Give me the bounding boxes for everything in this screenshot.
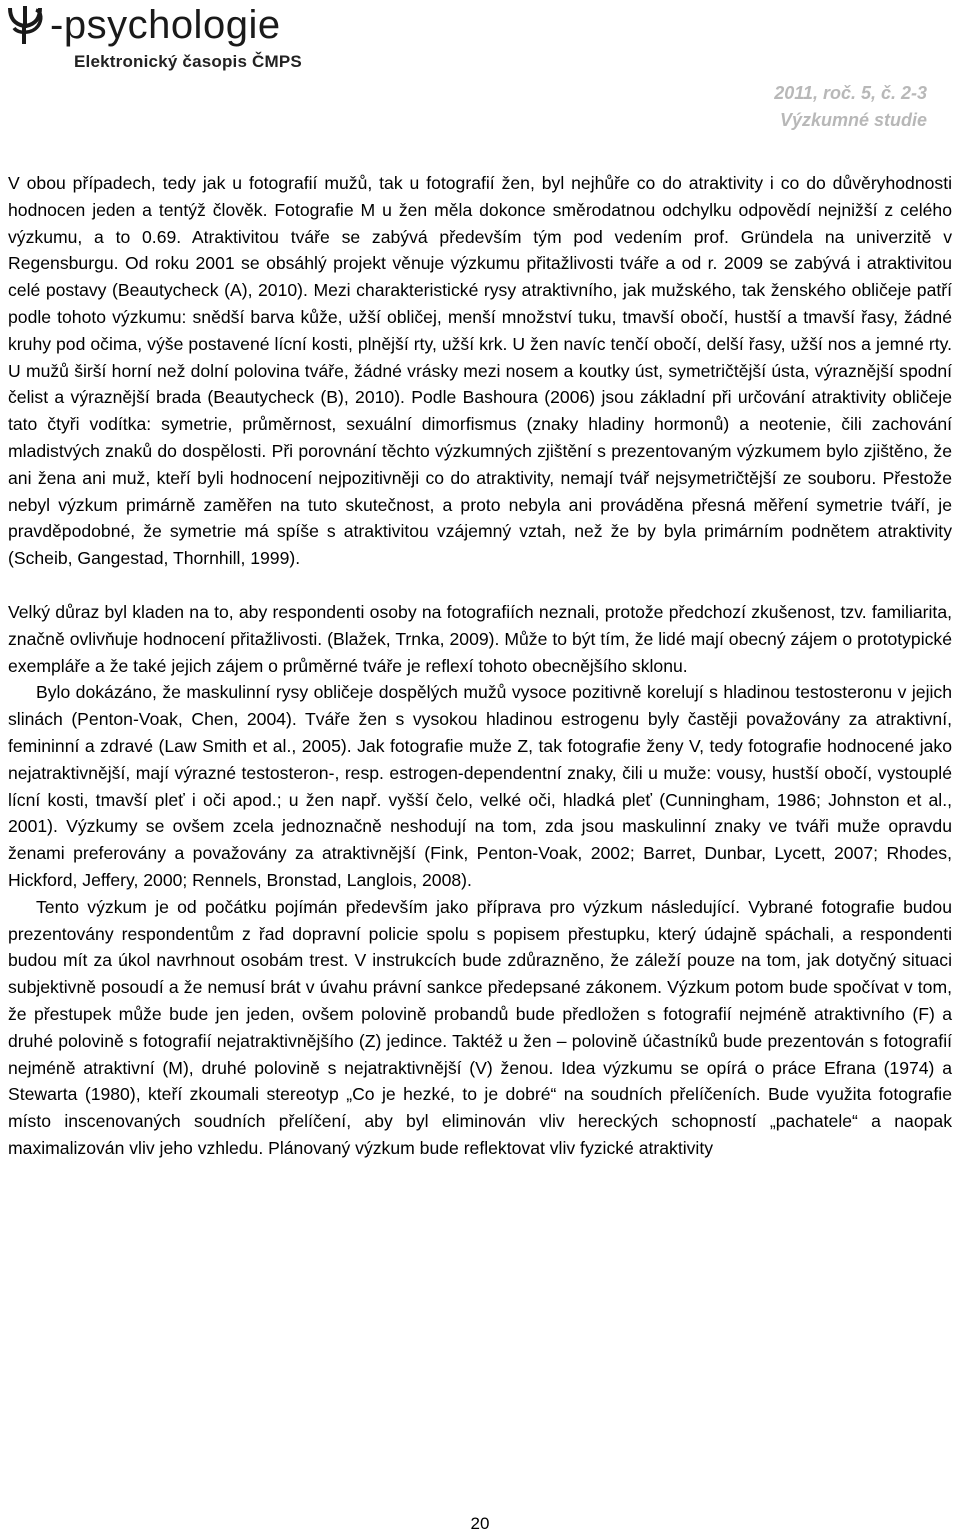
paragraph-3: Bylo dokázáno, že maskulinní rysy obličeje dospělých mužů vysoce pozitivně korelují s hladinou testosteronu v jejich slinách (Penton-Voak, Chen, 2004). Tváře žen s vysokou hladinou estrogenu byly častěji považovány za atraktivní, femininní a zdravé (Law Smith et al., 2005). Jak fotografie muže Z, tak fotografie ženy V, tedy fotografie hodnocené jako nejatraktivnější, mají výrazné testosteron-, resp. estrogen-dependentní znaky, čili u muže: vousy, hustší obočí, vystouplé lícní kosti, tmavší pleť i oči apod.; u žen např. vyšší čelo, velké oči, hladká pleť (Cunningham, 1986; Johnston et al., 2001). Výzkumy se ovšem zcela jednoznačně neshodují na tom, zda jsou maskulinní znaky ve tváři muže opravdu ženami preferovány a považovány za atraktivnější (Fink, Penton-Voak, 2002; Barret, Dunbar, Lycett, 2007; Rhodes, Hickford, Jeffery, 2000; Rennels, Bronstad, Langlois, 2008). [8,682,952,890]
psychology-psi-icon [4,4,50,48]
paragraph-spacer [8,572,952,599]
section-label: Výzkumné studie [779,110,927,130]
issue-info [774,80,927,134]
logo-subtitle: Elektronický časopis ČMPS [74,52,302,71]
paragraph-4: Tento výzkum je od počátku pojímán především jako příprava pro výzkum následující. Vybrané fotografie budou prezentovány respondentům z řad dopravní policie spolu s popisem přestupku, který údajně spáchali, a respondenti budou mít za úkol navrhnout osobám trest. V instrukcích bude zdůrazněno, že záleží pouze na tom, jak dotyčný situaci subjektivně posoudí a že nemusí brát v úvahu právní sankce předepsané zákonem. Výzkum potom bude spočívat v tom, že přestupek může bude jen jeden, ovšem polovině probandů bude předložen s fotografií nejméně atraktivního (F) a druhé polovině s fotografií nejatraktivnějšího (Z) jedince. Taktéž u žen – polovině účastníků bude prezentován s fotografií nejméně atraktivní (M), druhé polovině s nejatraktivnější (V) ženou. Idea výzkumu se opírá o práce Efrana (1974) a Stewarta (1980), kteří zkoumali stereotyp „Co je hezké, to je dobré“ na soudních přelíčeních. Bude využita fotografie místo inscenovaných soudních přelíčení, aby byl eliminován vliv hereckých schopností „pachatele“ a naopak maximalizován vliv jeho vzhledu. Plánovaný výzkum bude reflektovat vliv fyzické atraktivity [8,896,952,1158]
article-body [8,170,952,1162]
journal-logo [4,3,344,71]
paragraph-1: V obou případech, tedy jak u fotografií mužů, tak u fotografií žen, byl nejhůře co do atraktivity i co do důvěryhodnosti hodnocen jeden a tentýž člověk. Fotografie M u žen měla dokonce směrodatnou odchylku odpovědí nejnižší z celého výzkumu, a to 0.69. Atraktivitou tváře se zabývá především tým pod vedením prof. Gründela na univerzitě v Regensburgu. Od roku 2001 se obsáhlý projekt věnuje výzkumu přitažlivosti tváře a od r. 2009 se zabývá i atraktivitou celé postavy (Beautycheck (A), 2010). Mezi charakteristické rysy atraktivního, jak mužského, tak ženského obličeje patří podle tohoto výzkumu: snědší barva kůže, užší obličej, menší množství tuku, tmavší obočí, hustší a tmavší řasy, žádné kruhy pod očima, výše postavené lícní kosti, plnější rty, užší krk. U žen navíc tenčí obočí, delší řasy, užší nos a jemné rty. U mužů širší horní než dolní polovina tváře, žádné vrásky mezi nosem a koutky úst, symetričtější ústa, výraznější spodní čelist a výraznější brada (Beautycheck (B), 2010). Podle Bashoura (2006) jsou základní při určování atraktivity obličeje tato čtyři vodítka: symetrie, průměrnost, sexuální dimorfismus (znaky hladiny hormonů) a neotenie, čili zachování mladistvých znaků do dospělosti. Při porovnání těchto výzkumných zjištění s prezentovaným výzkumem bylo zjištěno, že ani žena ani muž, kteří byli hodnocení nejpozitivněji co do atraktivity, nemají tvář nejsymetričtější ze souboru. Přestože nebyl výzkum primárně zaměřen na tuto skutečnost, a proto nebyla ani prováděna přesná měření symetrie tváří, je pravděpodobné, že symetrie má spíše s atraktivitou vzájemný vztah, než že by byla primárním podnětem atraktivity (Scheib, Gangestad, Thornhill, 1999). [8,173,952,569]
page-header [0,0,960,140]
issue-line: 2011, roč. 5, č. 2-3 [774,83,927,103]
logo-title: -psychologie [50,3,281,47]
paragraph-2: Velký důraz byl kladen na to, aby respondenti osoby na fotografiích neznali, protože předchozí zkušenost, tzv. familiarita, značně ovlivňuje hodnocení přitažlivosti. (Blažek, Trnka, 2009). Může to být tím, že lidé mají obecný zájem o prototypické exempláře a že také jejich zájem o průměrné tváře je reflexí tohoto obecnějšího sklonu. [8,601,952,676]
page-number: 20 [470,1514,490,1533]
